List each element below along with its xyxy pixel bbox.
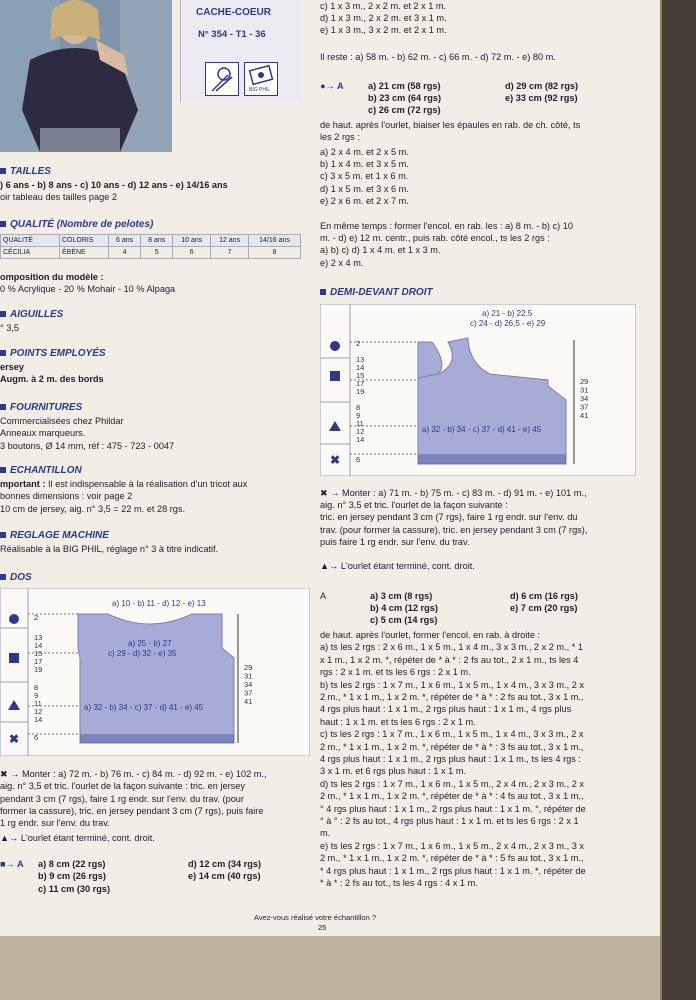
demi-bottom-dim: a) 32 - b) 34 - c) 37 - d) 41 - e) 45 xyxy=(422,425,542,434)
text-line: c) ts les 2 rgs : 1 x 7 m., 1 x 6 m., 1 x 5 m., 1 x 4 m., 3 x 3 m., 2 x xyxy=(320,729,584,740)
text-line: m. xyxy=(320,828,331,839)
height-label: 31 xyxy=(244,671,253,681)
text-line: de haut. après l'ourlet, former l'encol. en rab. à droite : xyxy=(320,630,541,640)
row-label: 8 xyxy=(356,403,361,412)
row-label: 2 xyxy=(34,613,39,622)
text-line: c) 3 x 5 m. et 1 x 6 m. xyxy=(320,171,409,182)
circle-marker-icon xyxy=(330,341,340,351)
row-label: 14 xyxy=(356,435,365,444)
reglage-text: Réalisable à la BIG PHIL, réglage n° 3 à titre indicatif. xyxy=(0,544,219,554)
table-header-row xyxy=(1,235,301,247)
row-label: 6 xyxy=(34,733,39,742)
row-count: b) 4 cm (12 rgs) xyxy=(370,603,438,614)
text-line: b) 1 x 4 m. et 3 x 5 m. xyxy=(320,159,409,170)
row-label: 12 xyxy=(34,707,43,716)
echantillon-line1: mportant : Il est indispensable à la réalisation d'un tricot aux xyxy=(0,479,248,489)
table-cell: 8 xyxy=(249,247,301,259)
row-label: 13 xyxy=(34,633,43,642)
demi-top-dim: a) 21 - b) 22,5 xyxy=(482,309,533,318)
page-number: 25 xyxy=(318,923,327,932)
text-line: ° à ° : 2 fs au tot., 4 rgs plus haut : 1 x 1 m. et ts les 6 rgs : 2 x 1 xyxy=(320,816,579,826)
row-label: 19 xyxy=(34,665,43,674)
dos-heading: DOS xyxy=(0,572,32,583)
row-count: e) 7 cm (20 rgs) xyxy=(510,603,578,614)
text-line: * 4 rgs plus haut : 1 x 1 m., 2 rgs plus haut : 1 x 1 m. *, répéter de xyxy=(320,865,586,876)
demi-top-dim: c) 24 - d) 26,5 - e) 29 xyxy=(470,319,546,328)
row-label: 14 xyxy=(34,641,43,650)
fournitures-line1: Commercialisées chez Phildar xyxy=(0,416,124,426)
height-label: 41 xyxy=(244,697,253,706)
row-label: 12 xyxy=(356,427,365,436)
right-a-label: ●→ A xyxy=(320,81,344,91)
circle-marker-icon xyxy=(9,614,19,624)
text-line: puis faire 1 rg endr. sur l'env. du trav. xyxy=(320,536,470,547)
dos-top-dim: a) 10 - b) 11 - d) 12 - e) 13 xyxy=(112,599,206,608)
big-phil-label: BIG PHIL xyxy=(249,87,271,93)
table-cell: CÉCILIA xyxy=(1,247,60,259)
reglage-heading: REGLAGE MACHINE xyxy=(0,530,109,541)
text-line: 4 rgs plus haut : 1 x 1 m., 2 rgs plus haut : 1 x 1 m., 4 rgs plus xyxy=(320,704,572,715)
text-line: 1 rg endr. sur l'env. du trav. xyxy=(0,818,110,829)
qualite-heading: QUALITÉ (Nombre de pelotes) xyxy=(0,219,153,230)
text-line: a) b) c) d) 1 x 4 m. et 1 x 3 m. xyxy=(320,245,441,256)
text-line: En même temps : former l'encol. en rab. les : a) 8 m. - b) c) 10 xyxy=(320,221,573,231)
text-line: pendant 3 cm (7 rgs), faire 1 rg endr. sur l'env. du trav. (pour xyxy=(0,793,244,804)
table-cell: 14/16 ans xyxy=(249,235,301,247)
text-line: d) ts les 2 rgs : 1 x 7 m., 1 x 6 m., 1 x 5 m., 2 x 4 m., 2 x 3 m., 2 x xyxy=(320,778,584,789)
model-photo xyxy=(0,0,172,152)
points-line1: ersey xyxy=(0,362,25,372)
text-line: 2 m., * 1 x 1 m., 1 x 2 m. *, répéter de * à * : 5 fs au tot., 3 x 1 m., xyxy=(320,853,584,864)
fournitures-line3: 3 boutons, Ø 14 mm, réf : 475 - 723 - 0047 xyxy=(0,441,175,451)
table-cell: 8 ans xyxy=(141,235,173,247)
composition-text: 0 % Acrylique - 20 % Mohair - 10 % Alpaga xyxy=(0,284,176,294)
text-line: 4 rgs plus haut : 1 x 1 m., 2 rgs plus haut : 1 x 1 m., ts les 4 rgs : xyxy=(320,754,581,764)
row-label: 14 xyxy=(34,715,43,724)
height-label: 29 xyxy=(244,663,253,672)
text-line: e) ts les 2 rgs : 1 x 7 m., 1 x 6 m., 1 x 5 m., 2 x 4 m., 2 x 3 m., 3 x xyxy=(320,840,584,851)
text-line: de haut. après l'ourlet, biaiser les épaules en rab. de ch. côté, ts xyxy=(320,120,581,130)
pattern-ref: N° 354 - T1 - 36 xyxy=(198,29,266,40)
text-line: ✖ → Monter : a) 71 m. - b) 75 m. - c) 83 m. - d) 91 m. - e) 101 m., xyxy=(320,488,587,498)
dos-diagram xyxy=(0,588,310,756)
row-label: 14 xyxy=(356,363,365,372)
text-line: a) ts les 2 rgs : 2 x 6 m., 1 x 5 m., 1 x 4 m., 3 x 3 m., 2 x 2 m., * 1 xyxy=(320,642,583,653)
text-line: 3 x 1 m. et 6 rgs plus haut : 1 x 1 m. xyxy=(320,766,467,777)
height-label: 29 xyxy=(580,377,589,386)
row-label: 15 xyxy=(356,371,365,380)
dos-mid-dim: c) 29 - d) 32 - e) 35 xyxy=(108,649,177,658)
table-cell: 5 xyxy=(141,247,173,259)
row-count: b) 23 cm (64 rgs) xyxy=(368,93,442,104)
text-line: 2 m., * 1 x 1 m., 1 x 2 m. *, répéter de * à * : 4 fs au tot., 3 x 1 m., xyxy=(320,791,584,802)
cross-marker-icon: ✖ xyxy=(330,453,341,467)
qualite-table xyxy=(0,234,301,259)
dos-a-label: ■→ A xyxy=(0,859,24,869)
tailles-line1: ) 6 ans - b) 8 ans - c) 10 ans - d) 12 ans - e) 14/16 ans xyxy=(0,180,228,190)
fournitures-heading: FOURNITURES xyxy=(0,402,82,413)
row-count: a) 3 cm (8 rgs) xyxy=(370,591,433,601)
demi-continue: ▲→ L'ourlet étant terminé, cont. droit. xyxy=(320,561,475,571)
text-line: a) 2 x 4 m. et 2 x 5 m. xyxy=(320,147,409,157)
table-cell: 6 xyxy=(173,247,211,259)
table-surface xyxy=(0,936,662,1000)
demi-devant-heading: DEMI-DEVANT DROIT xyxy=(320,287,433,298)
dos-mid-dim: a) 25 - b) 27 xyxy=(128,639,172,648)
row-label: 11 xyxy=(356,419,364,428)
text-line: x 1 m., 1 x 2 m. *, répéter de * à * : 2 fs au tot., 2 x 1 m., ts les 4 xyxy=(320,654,579,665)
row-label: 2 xyxy=(356,339,361,348)
row-count: b) 9 cm (26 rgs) xyxy=(38,871,106,882)
text-line: aig. n° 3,5 et tric. l'ourlet de la façon suivante : xyxy=(320,500,508,511)
row-label: 11 xyxy=(34,699,42,708)
echantillon-label: mportant : xyxy=(0,479,46,489)
row-count: a) 21 cm (58 rgs) xyxy=(368,81,441,91)
text-line: 2 m., * 1 x 1 m., 1 x 2 m. *, répéter de * à * : 2 fs au tot., 3 x 1 m., xyxy=(320,692,584,702)
text-line: d) 1 x 5 m. et 3 x 6 m. xyxy=(320,183,409,194)
table-cell: ÉBÈNE xyxy=(60,247,109,259)
height-label: 34 xyxy=(580,394,589,403)
reste-line: Il reste : a) 58 m. - b) 62 m. - c) 66 m. - d) 72 m. - e) 80 m. xyxy=(320,52,556,62)
tailles-line2: oir tableau des tailles page 2 xyxy=(0,192,117,202)
square-marker-icon xyxy=(330,371,340,381)
demi-a-label: A xyxy=(320,591,327,601)
height-label: 37 xyxy=(580,402,589,412)
points-line2: Augm. à 2 m. des bords xyxy=(0,374,104,384)
echantillon-heading: ECHANTILLON xyxy=(0,465,82,476)
dos-bottom-dim: a) 32 - b) 34 - c) 37 - d) 41 - e) 45 xyxy=(84,703,204,712)
table-row xyxy=(1,247,301,259)
text-line: les 2 rgs : xyxy=(320,132,360,143)
text-line: d) 1 x 3 m., 2 x 2 m. et 3 x 1 m. xyxy=(320,13,447,24)
row-label: 9 xyxy=(356,411,361,420)
text-line: former la cassure), tric. en jersey pendant 3 cm (7 rgs), puis faire xyxy=(0,805,264,816)
text-line: haut : 1 x 1 m. et ts les 6 rgs : 2 x 1 m. xyxy=(320,716,476,727)
row-label: 8 xyxy=(34,683,39,692)
row-label: 17 xyxy=(356,379,365,388)
row-label: 19 xyxy=(356,387,365,396)
text-line: 2 m., * 1 x 1 m., 1 x 2 m. *, répéter de * à * : 3 fs au tot., 3 x 1 m., xyxy=(320,741,584,752)
row-count: c) 26 cm (72 rgs) xyxy=(368,105,441,116)
text-line: trav. (pour former la cassure), tric. en jersey pendant 3 cm (7 rgs), xyxy=(320,524,588,535)
height-label: 41 xyxy=(580,411,589,420)
row-count: d) 29 cm (82 rgs) xyxy=(505,81,579,91)
demi-devant-diagram xyxy=(320,304,636,476)
text-line: e) 1 x 3 m., 3 x 2 m. et 2 x 1 m. xyxy=(320,25,447,36)
text-line: e) 2 x 4 m. xyxy=(320,257,364,268)
needles-icon xyxy=(205,62,239,96)
row-count: e) 33 cm (92 rgs) xyxy=(505,93,578,104)
table-cell: COLORIS xyxy=(60,235,109,247)
table-cell: 6 ans xyxy=(109,235,141,247)
row-count: c) 11 cm (30 rgs) xyxy=(38,883,111,894)
row-label: 6 xyxy=(356,455,361,464)
text-line: aig. n° 3,5 et tric. l'ourlet de la façon suivante : tric. en jersey xyxy=(0,781,245,792)
composition-title: omposition du modèle : xyxy=(0,272,104,282)
height-label: 37 xyxy=(244,688,253,698)
row-count: c) 5 cm (14 rgs) xyxy=(370,615,438,626)
row-label: 17 xyxy=(34,657,43,666)
text-line: rgs : 2 x 1 m. et ts les 6 rgs : 2 x 1 m. xyxy=(320,667,471,678)
footer-note: Avez-vous réalisé votre échantillon ? xyxy=(254,913,377,922)
table-cell: 4 xyxy=(109,247,141,259)
echantillon-line2: bonnes dimensions : voir page 2 xyxy=(0,491,133,501)
row-label: 13 xyxy=(356,355,365,364)
cross-marker-icon: ✖ xyxy=(9,732,20,746)
text-line: m. - d) e) 12 m. centr., puis rab. côté encol., ts les 2 rgs : xyxy=(320,233,550,244)
pattern-title: CACHE-COEUR xyxy=(196,7,271,18)
square-marker-icon xyxy=(9,653,19,663)
table-cell: 7 xyxy=(211,247,249,259)
height-label: 34 xyxy=(244,680,253,689)
table-cell: 10 ans xyxy=(173,235,211,247)
text-line: * à * : 2 fs au tot., ts les 4 rgs : 4 x 1 m. xyxy=(320,878,478,888)
row-count: e) 14 cm (40 rgs) xyxy=(188,871,261,882)
text-line: ✖ → Monter : a) 72 m. - b) 76 m. - c) 84 m. - d) 92 m. - e) 102 m., xyxy=(0,769,267,779)
dos-continue: ▲→ L'ourlet étant terminé, cont. droit. xyxy=(0,833,155,843)
text-line: ° 4 rgs plus haut : 1 x 1 m., 2 rgs plus haut : 1 x 1 m. °, répéter de xyxy=(320,803,586,814)
height-label: 31 xyxy=(580,385,589,395)
table-cell: 12 ans xyxy=(211,235,249,247)
tailles-heading: TAILLES xyxy=(0,166,51,177)
text-line: tric. en jersey pendant 3 cm (7 rgs), faire 1 rg endr. sur l'env. du xyxy=(320,512,578,523)
echantillon-line3: 10 cm de jersey, aig. n° 3,5 = 22 m. et 28 rgs. xyxy=(0,504,186,514)
row-count: a) 8 cm (22 rgs) xyxy=(38,859,106,869)
binding-spine xyxy=(662,0,696,1000)
text-line: b) ts les 2 rgs : 1 x 7 m., 1 x 6 m., 1 x 5 m., 1 x 4 m., 3 x 3 m., 2 x xyxy=(320,679,584,690)
fournitures-line2: Anneaux marqueurs. xyxy=(0,428,86,438)
row-label: 9 xyxy=(34,691,39,700)
table-cell: QUALITÉ xyxy=(1,235,60,247)
row-count: d) 12 cm (34 rgs) xyxy=(188,859,262,869)
row-count: d) 6 cm (16 rgs) xyxy=(510,591,578,601)
aiguilles-heading: AIGUILLES xyxy=(0,309,63,320)
aiguilles-text: ° 3,5 xyxy=(0,323,19,333)
text-line: e) 2 x 6 m. et 2 x 7 m. xyxy=(320,195,409,206)
row-label: 15 xyxy=(34,649,43,658)
text-line: c) 1 x 3 m., 2 x 2 m. et 2 x 1 m. xyxy=(320,1,447,11)
points-heading: POINTS EMPLOYÉS xyxy=(0,348,106,359)
